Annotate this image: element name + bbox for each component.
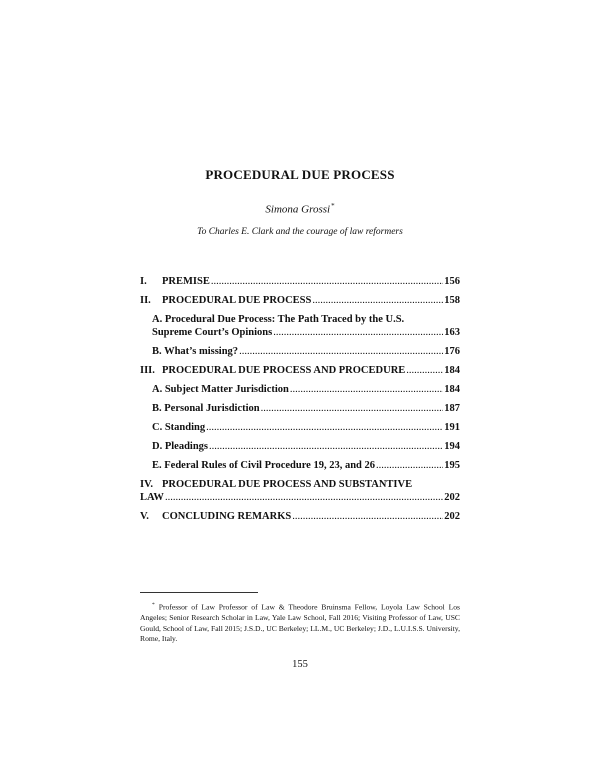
toc-entry-text: C. Standing [152, 422, 206, 433]
toc-entry-page: 202 [444, 511, 460, 522]
toc-entry-number: III. [140, 365, 155, 376]
toc-entry-page: 191 [444, 422, 460, 433]
toc-entry-number: V. [140, 511, 149, 522]
toc-entry-standing[interactable] [140, 421, 460, 434]
toc-entry-whats-missing[interactable] [140, 345, 460, 358]
toc-entry-path-traced[interactable] [140, 313, 460, 339]
toc-entry-subject-matter-jurisdiction[interactable] [140, 383, 460, 396]
toc-dot-leader [406, 364, 443, 377]
toc-entry-procedural-due-process[interactable] [140, 294, 460, 307]
toc-entry-page: 202 [444, 492, 460, 503]
toc-dot-leader [312, 294, 443, 307]
toc-dot-leader [206, 421, 443, 434]
toc-entry-number: IV. [140, 479, 153, 490]
toc-entry-pleadings[interactable] [140, 440, 460, 453]
footnote-mark: * [152, 602, 155, 608]
toc-entry-text: PROCEDURAL DUE PROCESS [162, 295, 312, 306]
toc-entry-substantive-law[interactable] [140, 478, 460, 504]
page-number: 155 [292, 659, 308, 670]
toc-entry-line2 [140, 491, 460, 504]
toc-entry-number: I. [140, 276, 147, 287]
toc-entry-text: Supreme Court’s Opinions [152, 327, 273, 338]
author-name: Simona Grossi [265, 203, 331, 216]
toc-dot-leader [239, 345, 443, 358]
toc-entry-page: 158 [444, 295, 460, 306]
toc-entry-text: B. Personal Jurisdiction [152, 403, 260, 414]
toc-entry-text: B. What’s missing? [152, 346, 239, 357]
toc-dot-leader [165, 491, 443, 504]
footnote-separator [140, 592, 258, 593]
table-of-contents [140, 275, 460, 529]
toc-dot-leader [273, 326, 443, 339]
toc-entry-page: 163 [444, 327, 460, 338]
toc-entry-text: CONCLUDING REMARKS [162, 511, 292, 522]
toc-entry-concluding-remarks[interactable] [140, 510, 460, 523]
toc-entry-text: PREMISE [162, 276, 210, 287]
toc-dot-leader [292, 510, 443, 523]
footnote [140, 600, 460, 645]
toc-entry-text-line1: A. Procedural Due Process: The Path Traced by the U.S. [152, 314, 405, 325]
toc-entry-text: PROCEDURAL DUE PROCESS AND PROCEDURE [162, 365, 406, 376]
toc-dot-leader [376, 459, 443, 472]
toc-entry-text-line1 [140, 478, 460, 491]
toc-entry-page: 187 [444, 403, 460, 414]
toc-entry-number: II. [140, 295, 151, 306]
dedication: To Charles E. Clark and the courage of law reformers [197, 227, 403, 237]
toc-dot-leader [209, 440, 443, 453]
toc-entry-page: 195 [444, 460, 460, 471]
toc-entry-line2 [152, 326, 460, 339]
toc-entry-page: 156 [444, 276, 460, 287]
toc-entry-text: D. Pleadings [152, 441, 209, 452]
toc-entry-line1-text: PROCEDURAL DUE PROCESS AND SUBSTANTIVE [162, 479, 413, 490]
toc-entry-text: LAW [140, 492, 164, 503]
toc-entry-text: A. Subject Matter Jurisdiction [152, 384, 289, 395]
toc-entry-federal-rules[interactable] [140, 459, 460, 472]
author-footnote-mark: * [331, 202, 335, 210]
toc-dot-leader [211, 275, 443, 288]
toc-dot-leader [290, 383, 443, 396]
toc-entry-page: 184 [444, 384, 460, 395]
article-title: PROCEDURAL DUE PROCESS [205, 167, 395, 182]
toc-dot-leader [261, 402, 444, 415]
toc-entry-due-process-and-procedure[interactable] [140, 364, 460, 377]
toc-entry-text: E. Federal Rules of Civil Procedure 19, 23, and 26 [152, 460, 376, 471]
footnote-text: Professor of Law Professor of Law & Theodore Bruinsma Fellow, Loyola Law School Los Angeles; Senior Research Scholar in Law, Yale Law School, Fall 2016; Visiting Professor of Law, USC Gould, School of Law, Fall 2015; J.S.D., UC Berkeley; LL.M., UC Berkeley; J.D., L.U.I.S.S. University, Rome, Italy. [140, 602, 460, 644]
toc-entry-personal-jurisdiction[interactable] [140, 402, 460, 415]
toc-entry-page: 176 [444, 346, 460, 357]
author-line [0, 202, 600, 216]
toc-entry-page: 194 [444, 441, 460, 452]
toc-entry-premise[interactable] [140, 275, 460, 288]
toc-entry-page: 184 [444, 365, 460, 376]
